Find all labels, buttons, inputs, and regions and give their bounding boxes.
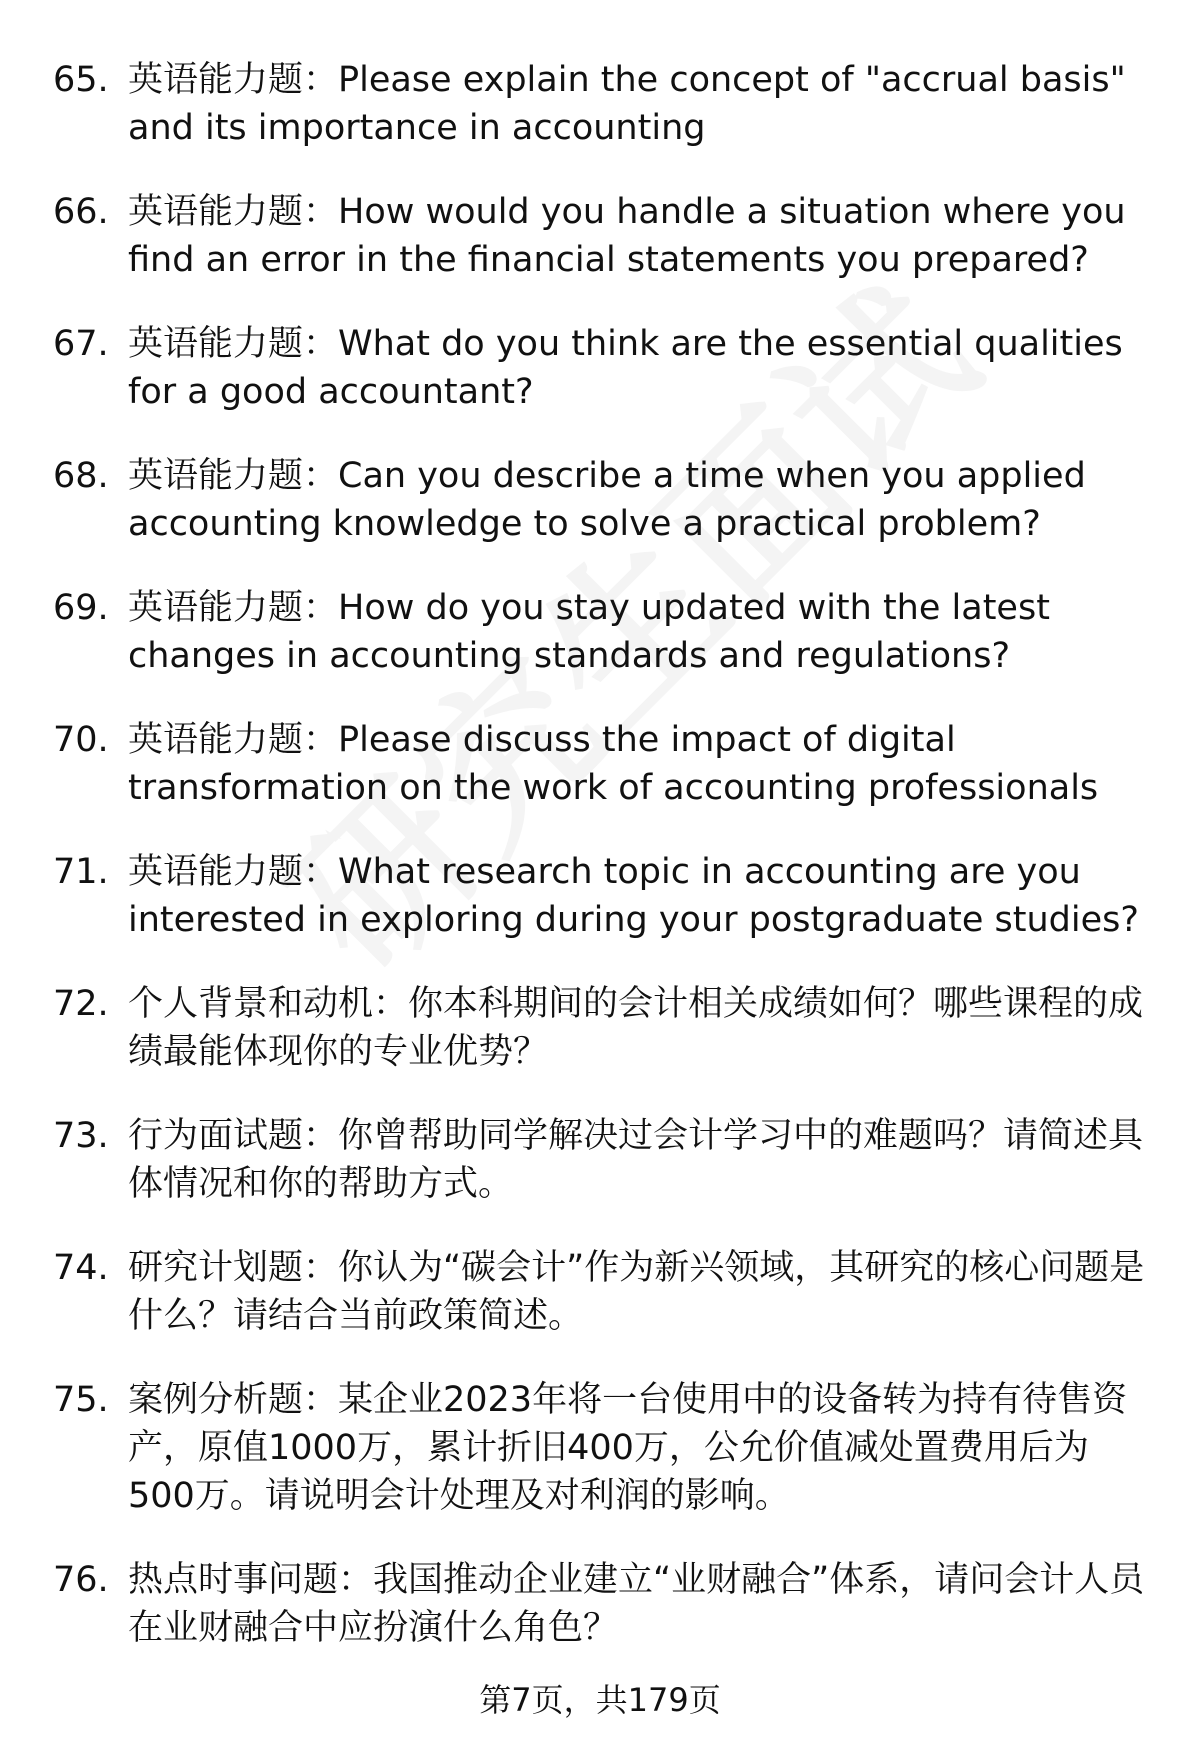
question-text: 研究计划题：你认为“碳会计”作为新兴领域，其研究的核心问题是什么？请结合当前政策简述。 xyxy=(128,1248,1145,1336)
question-item xyxy=(0,980,1200,1076)
question-text: 英语能力题：Can you describe a time when you applied accounting knowledge to solve a practical problem? xyxy=(128,456,1086,544)
question-text: 英语能力题：How do you stay updated with the latest changes in accounting standards and regulations? xyxy=(128,588,1050,676)
question-text: 案例分析题：某企业2023年将一台使用中的设备转为持有待售资产，原值1000万，累计折旧400万，公允价值减处置费用后为500万。请说明会计处理及对利润的影响。 xyxy=(128,1380,1128,1516)
question-number: 73. xyxy=(53,1116,109,1156)
question-item xyxy=(0,56,1200,152)
question-item xyxy=(0,1556,1200,1652)
question-text: 英语能力题：How would you handle a situation where you find an error in the financial statements you prepared? xyxy=(128,192,1126,280)
question-text: 热点时事问题：我国推动企业建立“业财融合”体系，请问会计人员在业财融合中应扮演什么角色？ xyxy=(128,1560,1145,1648)
question-text: 行为面试题：你曾帮助同学解决过会计学习中的难题吗？请简述具体情况和你的帮助方式。 xyxy=(128,1116,1144,1204)
question-item xyxy=(0,716,1200,812)
question-item xyxy=(0,320,1200,416)
page-number-footer: 第7页，共179页 xyxy=(479,1681,721,1719)
question-number: 76. xyxy=(53,1560,109,1600)
question-number: 72. xyxy=(53,984,109,1024)
question-text: 个人背景和动机：你本科期间的会计相关成绩如何？哪些课程的成绩最能体现你的专业优势？ xyxy=(128,984,1144,1072)
question-text: 英语能力题：Please explain the concept of "accrual basis" and its importance in accounting xyxy=(128,60,1126,148)
question-number: 75. xyxy=(53,1380,109,1420)
question-item xyxy=(0,452,1200,548)
question-number: 69. xyxy=(53,588,109,628)
question-number: 68. xyxy=(53,456,109,496)
question-item xyxy=(0,1112,1200,1208)
question-number: 66. xyxy=(53,192,109,232)
question-number: 65. xyxy=(53,60,109,100)
question-number: 71. xyxy=(53,852,109,892)
question-number: 74. xyxy=(53,1248,109,1288)
question-text: 英语能力题：What do you think are the essential qualities for a good accountant? xyxy=(128,324,1123,412)
question-number: 67. xyxy=(53,324,109,364)
question-number: 70. xyxy=(53,720,109,760)
question-text: 英语能力题：What research topic in accounting are you interested in exploring during your postgraduate studies? xyxy=(128,852,1139,940)
question-item xyxy=(0,584,1200,680)
question-item xyxy=(0,848,1200,944)
question-text: 英语能力题：Please discuss the impact of digital transformation on the work of accounting professionals xyxy=(128,720,1099,808)
question-item xyxy=(0,1244,1200,1340)
question-item xyxy=(0,1376,1200,1520)
question-list xyxy=(0,56,1200,1688)
question-item xyxy=(0,188,1200,284)
